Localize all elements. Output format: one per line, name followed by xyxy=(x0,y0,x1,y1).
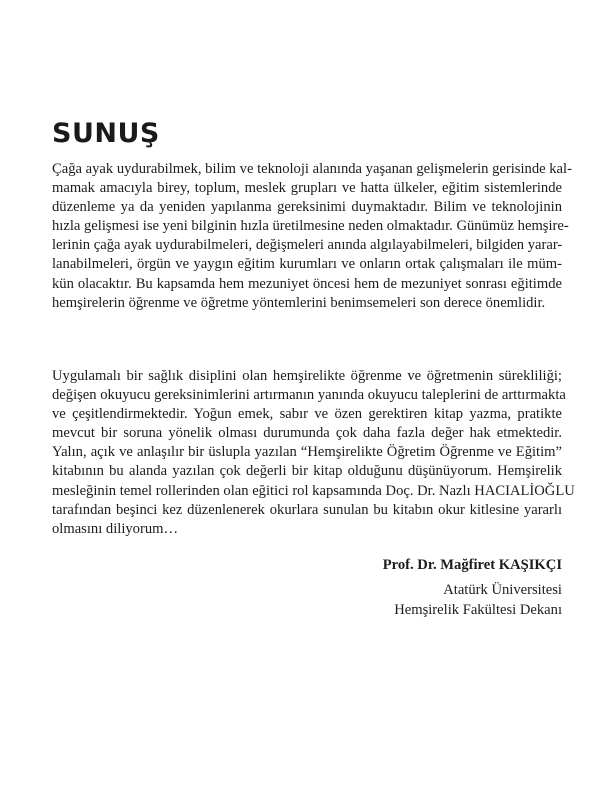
paragraph-line: lanabilmeleri, örgün ve yaygın eğitim kurumları ve onların ortak çalışmaları ile müm- xyxy=(52,256,562,273)
paragraph-line: ve çeşitlendirmektedir. Yoğun emek, sabır ve özen gerektiren kitap yazma, pratikte xyxy=(52,406,562,423)
paragraph-line: düzenleme ya da yeniden yapılanma gereksinimi duymaktadır. Bilim ve teknolojinin xyxy=(52,199,562,216)
paragraph-line: lerinin çağa ayak uydurabilmeleri, değişmeleri anında algılayabilmeleri, bilgiden yarar- xyxy=(52,237,563,254)
paragraph-line: Yalın, açık ve anlaşılır bir üslupla yazılan “Hemşirelikte Öğretim Öğrenme ve Eğitim” xyxy=(52,444,562,461)
paragraph-line: kün olacaktır. Bu kapsamda hem mezuniyet öncesi hem de mezuniyet sonrası eğitimde xyxy=(52,275,562,292)
paragraph-line: değişen okuyucu gereksinimlerini artırmanın yanında okuyucu taleplerini de arttırmakta xyxy=(52,387,566,404)
paragraph-line: mevcut bir soruna yönelik olması durumunda çok daha fazla değer hak etmektedir. xyxy=(52,425,562,442)
signature-block xyxy=(383,555,562,620)
paragraph-2 xyxy=(52,367,575,539)
signatory-institution: Atatürk Üniversitesi xyxy=(443,582,562,598)
paragraph-line: Çağa ayak uydurabilmek, bilim ve teknoloji alanında yaşanan gelişmelerin gerisinde kal- xyxy=(52,161,572,177)
signatory-title: Hemşirelik Fakültesi Dekanı xyxy=(394,602,562,618)
paragraph-1 xyxy=(52,160,572,313)
paragraph-line: hemşirelerin öğrenme ve öğretme yöntemlerini benimsemeleri son derece önemlidir. xyxy=(52,294,546,311)
signatory-name: Prof. Dr. Mağfiret KAŞIKÇI xyxy=(382,557,562,573)
page-title: SUNUŞ xyxy=(52,118,160,149)
paragraph-line: mesleğinin temel rollerinden olan eğitici rol kapsamında Doç. Dr. Nazlı HACIALİOĞLU xyxy=(52,482,575,499)
paragraph-line: hızla gelişmesi ise yeni bilginin hızla üretilmesine neden olmaktadır. Günümüz hemşire- xyxy=(52,218,569,235)
paragraph-line: kitabının bu alanda yazılan çok değerli bir kitap olduğunu düşünüyorum. Hemşirelik xyxy=(52,463,562,480)
paragraph-line: olmasını diliyorum… xyxy=(52,520,179,537)
paragraph-line: tarafından beşinci kez düzenlenerek okurlara sunulan bu kitabın okur kitlesine yararlı xyxy=(52,501,562,518)
paragraph-line: Uygulamalı bir sağlık disiplini olan hemşirelikte öğrenme ve öğretmenin sürekliliği; xyxy=(52,368,562,384)
paragraph-line: mamak amacıyla birey, toplum, meslek grupları ve hatta ülkeler, eğitim sistemlerinde xyxy=(52,180,562,197)
